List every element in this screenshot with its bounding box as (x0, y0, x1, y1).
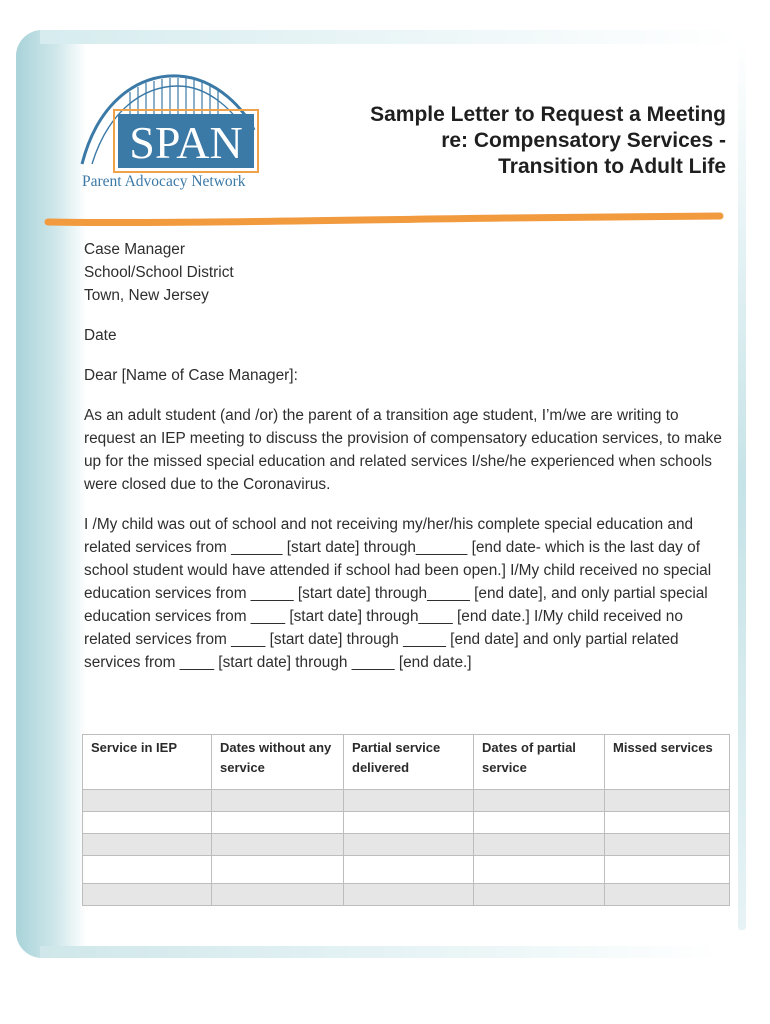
sheet-bottom-edge (40, 946, 720, 958)
sheet-top-edge (40, 30, 740, 44)
letter-body (84, 238, 724, 674)
table-cell[interactable] (605, 812, 730, 834)
title-line-3: Transition to Adult Life (498, 155, 726, 178)
table-cell[interactable] (605, 884, 730, 906)
address-block (84, 238, 724, 307)
header-dates-partial-service: Dates of partial service (474, 735, 605, 790)
table-cell[interactable] (212, 834, 344, 856)
address-line-3: Town, New Jersey (84, 287, 209, 304)
table-cell[interactable] (83, 812, 212, 834)
table-cell[interactable] (474, 812, 605, 834)
table-cell[interactable] (605, 790, 730, 812)
address-line-2: School/School District (84, 264, 234, 281)
table-cell[interactable] (474, 790, 605, 812)
date-label: Date (84, 327, 117, 344)
table-cell[interactable] (474, 884, 605, 906)
table-cell[interactable] (344, 812, 474, 834)
table-row (83, 856, 730, 884)
table-cell[interactable] (605, 856, 730, 884)
table-cell[interactable] (83, 856, 212, 884)
sheet-right-edge (738, 40, 746, 930)
logo-brand: SPAN (129, 117, 243, 168)
table-cell[interactable] (344, 834, 474, 856)
logo-tagline: Parent Advocacy Network (82, 173, 246, 190)
table-header-row (83, 735, 730, 790)
table-cell[interactable] (212, 856, 344, 884)
table-cell[interactable] (344, 790, 474, 812)
table-cell[interactable] (212, 790, 344, 812)
table-row (83, 884, 730, 906)
table-cell[interactable] (344, 856, 474, 884)
title-line-1: Sample Letter to Request a Meeting (370, 103, 726, 126)
table-cell[interactable] (605, 834, 730, 856)
table-row (83, 812, 730, 834)
table-cell[interactable] (474, 834, 605, 856)
salutation: Dear [Name of Case Manager]: (84, 367, 298, 384)
title-line-2: re: Compensatory Services - (441, 129, 726, 152)
header-dates-without-service: Dates without any service (212, 735, 344, 790)
header-missed-services: Missed services (605, 735, 730, 790)
header-partial-service: Partial service delivered (344, 735, 474, 790)
header-service-in-iep: Service in IEP (83, 735, 212, 790)
table-cell[interactable] (474, 856, 605, 884)
orange-divider (44, 210, 724, 230)
address-line-1: Case Manager (84, 241, 185, 258)
table-cell[interactable] (83, 834, 212, 856)
table-cell[interactable] (212, 812, 344, 834)
page-title (306, 102, 726, 180)
span-logo (78, 72, 268, 197)
paragraph-1: As an adult student (and /or) the parent of a transition age student, I’m/we are writing to request an IEP meeting to discuss the provision of compensatory education services, to make up for the missed special education and related services I/she/he experienced when schools were closed due to the Coronavirus. (84, 407, 722, 493)
table-cell[interactable] (344, 884, 474, 906)
table-row (83, 834, 730, 856)
paragraph-2: I /My child was out of school and not receiving my/her/his complete special education and related services from ______ [start date] through______ [end date- which is the last day of school student would have attended if school had been open.] I/My child received no special education services from _____ [start date] through_____ [end date], and only partial special education services from ____ [start date] through____ [end date.] I/My child received no related services from ____ [start date] through _____ [end date] and only partial related services from ____ [start date] through _____ [end date.] (84, 516, 712, 671)
table-row (83, 790, 730, 812)
table-cell[interactable] (83, 790, 212, 812)
services-table (82, 734, 730, 906)
table-cell[interactable] (83, 884, 212, 906)
table-cell[interactable] (212, 884, 344, 906)
